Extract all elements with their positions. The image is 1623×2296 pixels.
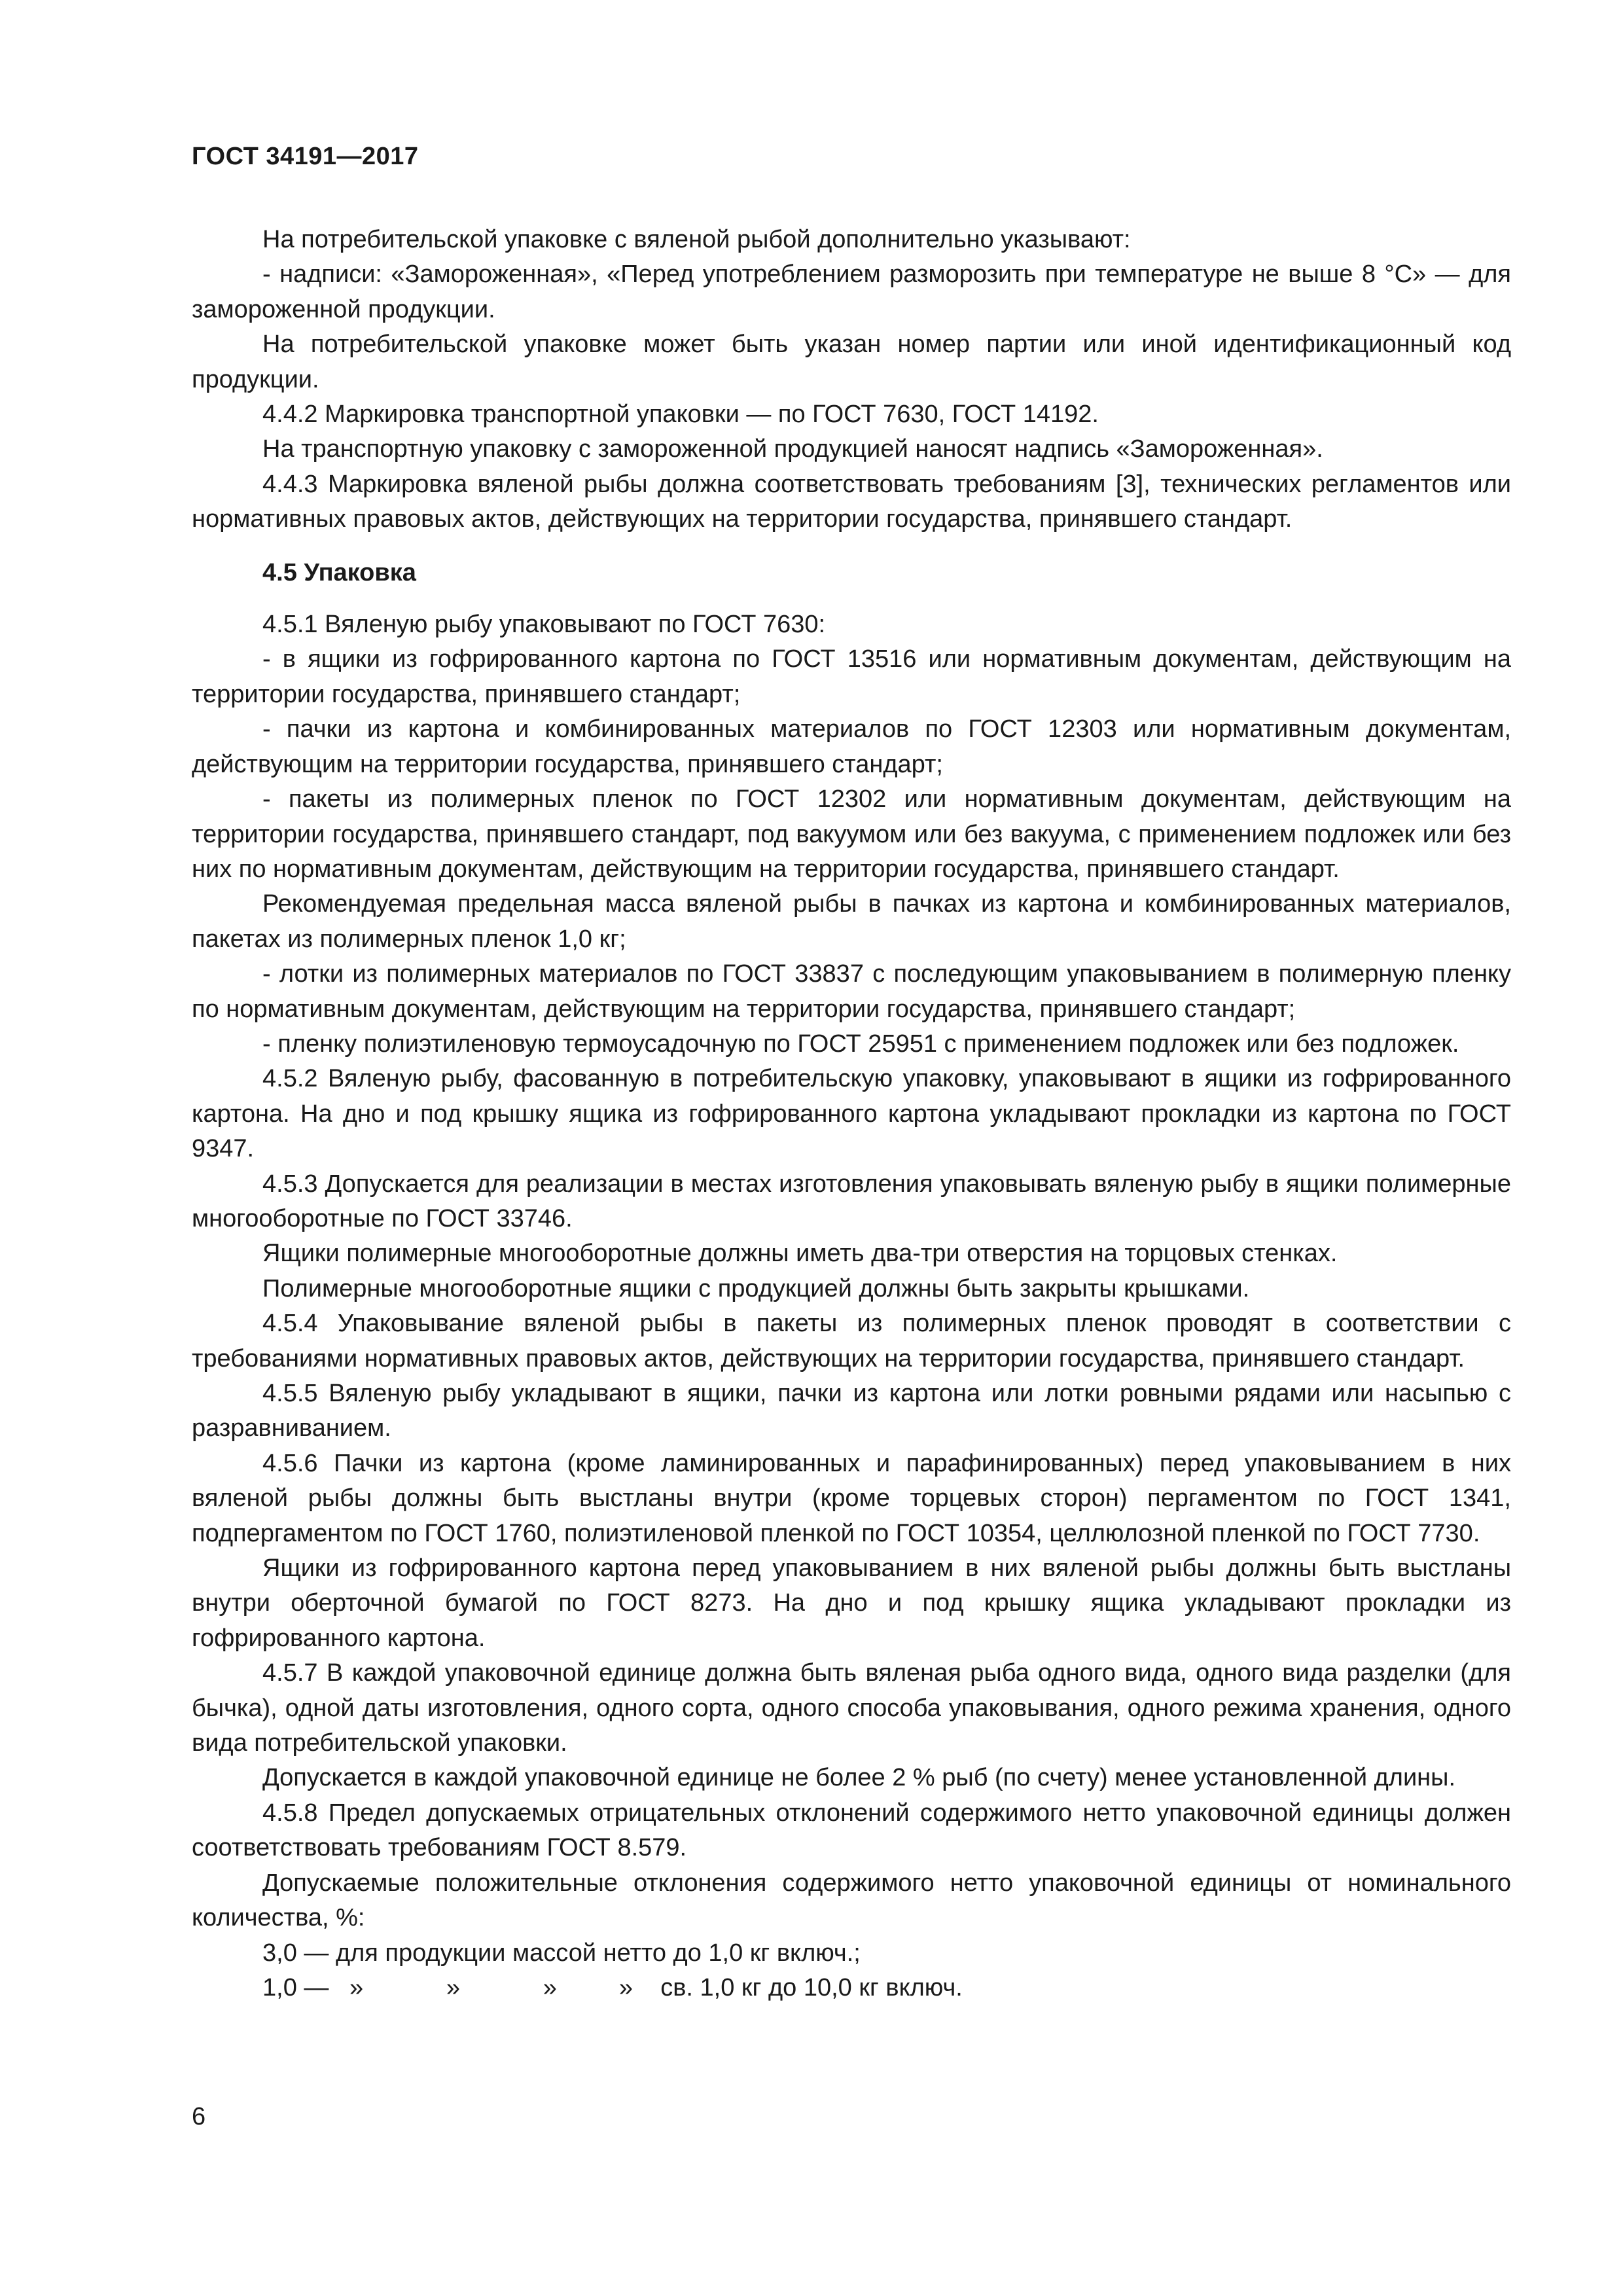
paragraph: - пачки из картона и комбинированных материалов по ГОСТ 12303 или нормативным документам, действующим на территории государства, принявшего стандарт; [192, 715, 1511, 778]
page-number: 6 [192, 2103, 206, 2130]
paragraph: - надписи: «Замороженная», «Перед употреблением разморозить при температуре не выше 8 °С» — для замороженной продукции. [192, 260, 1511, 323]
paragraph: Полимерные многооборотные ящики с продукцией должны быть закрыты крышками. [262, 1274, 1250, 1302]
paragraph: 4.5.3 Допускается для реализации в местах изготовления упаковывать вяленую рыбу в ящики полимерные многооборотные по ГОСТ 33746. [192, 1170, 1511, 1232]
paragraph: Ящики из гофрированного картона перед упаковыванием в них вяленой рыбы должны быть выстланы внутри оберточной бумагой по ГОСТ 8273. На дно и под крышку ящика укладывают прокладки из гофрированного картона. [192, 1554, 1511, 1652]
paragraph: 4.4.3 Маркировка вяленой рыбы должна соответствовать требованиям [3], технических регламентов или нормативных правовых актов, действующих на территории государства, принявшего стандарт. [192, 470, 1511, 533]
paragraph: - в ящики из гофрированного картона по ГОСТ 13516 или нормативным документам, действующим на территории государства, принявшего стандарт; [192, 645, 1511, 708]
paragraph: 4.5.6 Пачки из картона (кроме ламинированных и парафинированных) перед упаковыванием в них вяленой рыбы должны быть выстланы внутри (кроме торцевых сторон) пергаментом по ГОСТ 1341, подпергаментом по ГОСТ 1760, полиэтиленовой пленкой по ГОСТ 10354, целлюлозной пленкой по ГОСТ 7730. [192, 1449, 1511, 1547]
paragraph: 4.4.2 Маркировка транспортной упаковки — по ГОСТ 7630, ГОСТ 14192. [262, 401, 1099, 429]
paragraph: - лотки из полимерных материалов по ГОСТ 33837 с последующим упаковыванием в полимерную пленку по нормативным документам, действующим на территории государства, принявшего стандарт; [192, 960, 1511, 1023]
paragraph: 4.5.2 Вяленую рыбу, фасованную в потребительскую упаковку, упаковывают в ящики из гофрированного картона. На дно и под крышку ящика из гофрированного картона укладывают прокладки из картона по ГОСТ 9347. [192, 1065, 1511, 1163]
paragraph: 4.5.1 Вяленую рыбу упаковывают по ГОСТ 7630: [262, 611, 826, 639]
tolerance-line: 1,0 — » » » » св. 1,0 кг до 10,0 кг включ. [262, 1973, 963, 2001]
paragraph: На транспортную упаковку с замороженной продукцией наносят надпись «Замороженная». [262, 435, 1323, 463]
paragraph: Допускаемые положительные отклонения содержимого нетто упаковочной единицы от номинального количества, %: [192, 1869, 1511, 1932]
paragraph: 4.5.5 Вяленую рыбу укладывают в ящики, пачки из картона или лотки ровными рядами или насыпью с разравниванием. [192, 1380, 1511, 1443]
paragraph: Допускается в каждой упаковочной единице не более 2 % рыб (по счету) менее установленной длины. [262, 1764, 1456, 1792]
tolerance-line: 3,0 — для продукции массой нетто до 1,0 кг включ.; [262, 1939, 861, 1967]
section-heading: 4.5 Упаковка [262, 558, 416, 586]
paragraph: 4.5.4 Упаковывание вяленой рыбы в пакеты из полимерных пленок проводят в соответствии с требованиями нормативных правовых актов, действующих на территории государства, принявшего стандарт. [192, 1310, 1511, 1372]
paragraph: Ящики полимерные многооборотные должны иметь два-три отверстия на торцовых стенках. [262, 1240, 1338, 1268]
paragraph: Рекомендуемая предельная масса вяленой рыбы в пачках из картона и комбинированных материалов, пакетах из полимерных пленок 1,0 кг; [192, 890, 1511, 953]
paragraph: 4.5.7 В каждой упаковочной единице должна быть вяленая рыба одного вида, одного вида разделки (для бычка), одной даты изготовления, одного сорта, одного способа упаковывания, одного режима хранения, одного вида потребительской упаковки. [192, 1659, 1511, 1757]
paragraph: На потребительской упаковке может быть указан номер партии или иной идентификационный код продукции. [192, 331, 1511, 393]
page-header-doc-code: ГОСТ 34191—2017 [192, 143, 419, 170]
document-body [192, 223, 1511, 2005]
paragraph: - пакеты из полимерных пленок по ГОСТ 12302 или нормативным документам, действующим на территории государства, принявшего стандарт, под вакуумом или без вакуума, с применением подложек или без них по нормативным документам, действующим на территории государства, принявшего стандарт. [192, 785, 1511, 883]
paragraph: - пленку полиэтиленовую термоусадочную по ГОСТ 25951 с применением подложек или без подложек. [262, 1030, 1459, 1058]
paragraph: На потребительской упаковке с вяленой рыбой дополнительно указывают: [262, 226, 1131, 253]
paragraph: 4.5.8 Предел допускаемых отрицательных отклонений содержимого нетто упаковочной единицы должен соответствовать требованиям ГОСТ 8.579. [192, 1799, 1511, 1862]
